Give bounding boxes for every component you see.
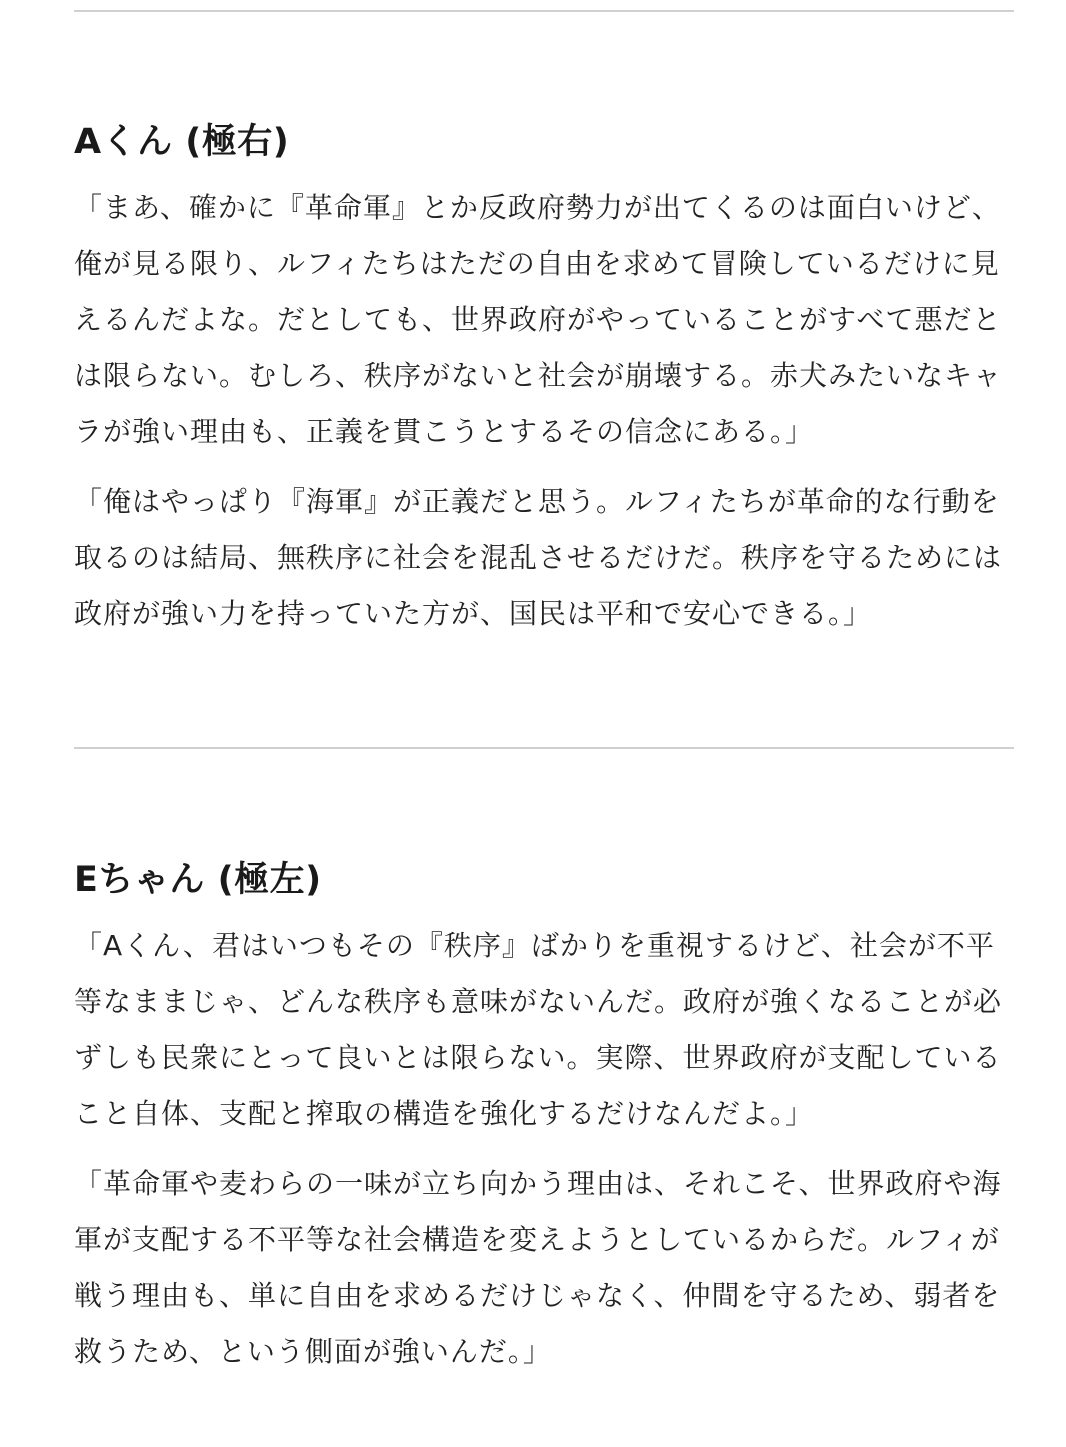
quote-paragraph: 「まあ、確かに『革命軍』とか反政府勢力が出てくるのは面白いけど、俺が見る限り、ルフィたちはただの自由を求めて冒険しているだけに見えるんだよな。だとしても、世界政府がやっていることがすべて悪だとは限らない。むしろ、秩序がないと社会が崩壊する。赤犬みたいなキャラが強い理由も、正義を貫こうとするその信念にある。」	[74, 191, 1003, 448]
section-e-chan	[74, 856, 1014, 1394]
top-divider	[74, 10, 1014, 12]
section-a-kun	[74, 118, 1014, 656]
section-heading: Eちゃん (極左)	[74, 860, 322, 900]
quote-paragraph: 「革命軍や麦わらの一味が立ち向かう理由は、それこそ、世界政府や海軍が支配する不平等な社会構造を変えようとしているからだ。ルフィが戦う理由も、単に自由を求めるだけじゃなく、仲間を守るため、弱者を救うため、という側面が強いんだ。」	[74, 1167, 1002, 1368]
quote-paragraph: 「俺はやっぱり『海軍』が正義だと思う。ルフィたちが革命的な行動を取るのは結局、無秩序に社会を混乱させるだけだ。秩序を守るためには政府が強い力を持っていた方が、国民は平和で安心できる。」	[74, 485, 1003, 630]
section-divider	[74, 747, 1014, 749]
quote-paragraph: 「Aくん、君はいつもその『秩序』ばかりを重視するけど、社会が不平等なままじゃ、どんな秩序も意味がないんだ。政府が強くなることが必ずしも民衆にとって良いとは限らない。実際、世界政府が支配していること自体、支配と搾取の構造を強化するだけなんだよ。」	[74, 929, 1003, 1130]
section-heading: Aくん (極右)	[74, 122, 290, 162]
